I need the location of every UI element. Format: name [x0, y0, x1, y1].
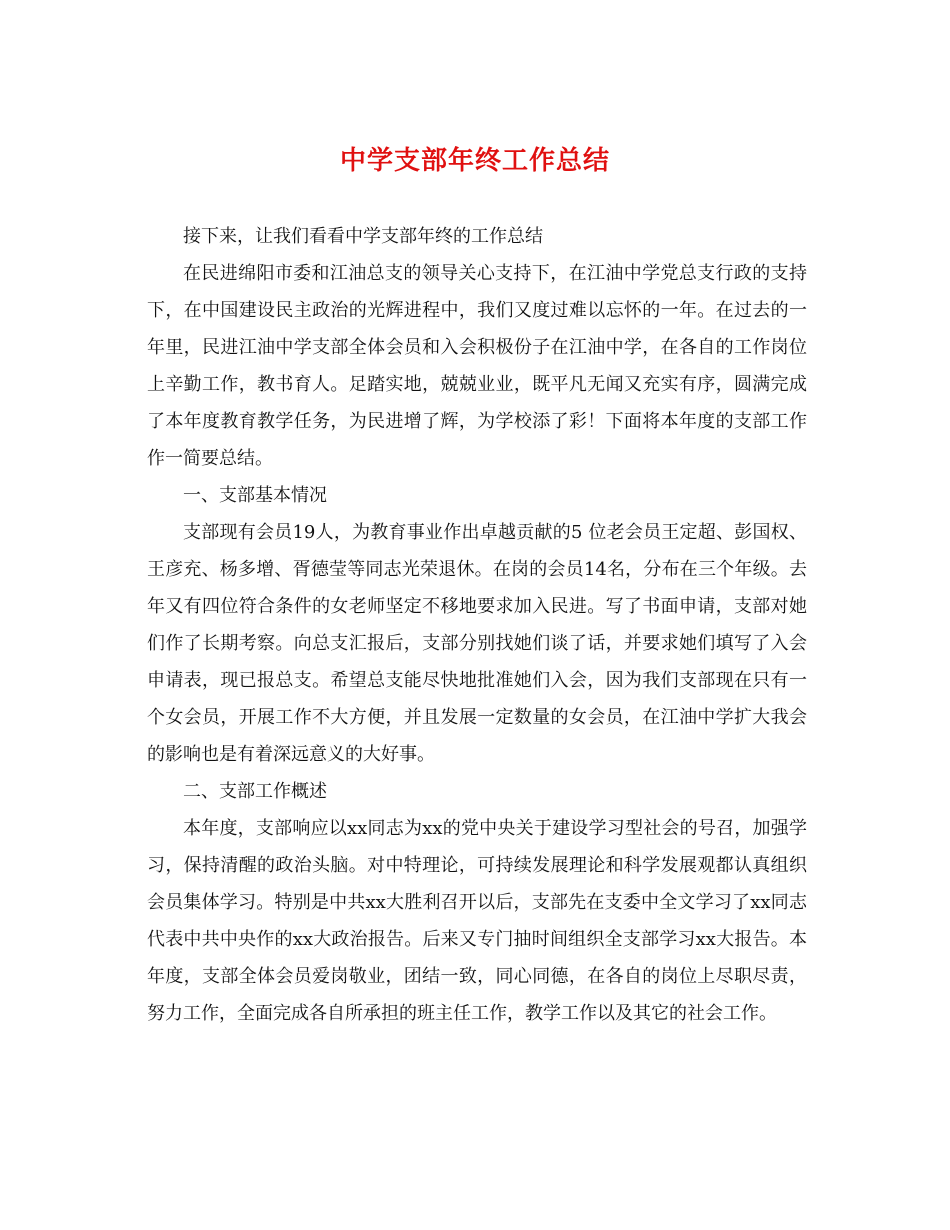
paragraph-work-overview: 本年度，支部响应以xx同志为xx的党中央关于建设学习型社会的号召，加强学习，保持清醒的政治头脑。对中特理论，可持续发展理论和科学发展观都认真组织会员集体学习。特别是中共xx大胜利召开以后，支部先在支委中全文学习了xx同志代表中共中央作的xx大政治报告。后来又专门抽时间组织全支部学习xx大报告。本年度，支部全体会员爱岗敬业，团结一致，同心同德，在各自的岗位上尽职尽责，努力工作，全面完成各自所承担的班主任工作，教学工作以及其它的社会工作。 [147, 818, 807, 1024]
paragraph-opening: 在民进绵阳市委和江油总支的领导关心支持下，在江油中学党总支行政的支持下，在中国建设民主政治的光辉进程中，我们又度过难以忘怀的一年。在过去的一年里，民进江油中学支部全体会员和入会积极份子在江油中学，在各自的工作岗位上辛勤工作，教书育人。足踏实地，兢兢业业，既平凡无闻又充实有序，圆满完成了本年度教育教学任务，为民进增了辉，为学校添了彩！下面将本年度的支部工作作一简要总结。 [147, 263, 807, 469]
section-heading-basic-situation: 一、支部基本情况 [183, 485, 327, 506]
section-heading-work-overview: 二、支部工作概述 [183, 781, 327, 802]
paragraph-intro: 接下来，让我们看看中学支部年终的工作总结 [183, 226, 543, 247]
document-body [147, 218, 807, 1032]
document-title: 中学支部年终工作总结 [339, 146, 610, 176]
paragraph-basic-situation: 支部现有会员19人，为教育事业作出卓越贡献的5 位老会员王定超、彭国权、王彦充、杨多增、胥德莹等同志光荣退休。在岗的会员14名，分布在三个年级。去年又有四位符合条件的女老师坚定不移地要求加入民进。写了书面申请，支部对她们作了长期考察。向总支汇报后，支部分别找她们谈了话，并要求她们填写了入会申请表，现已报总支。希望总支能尽快地批准她们入会，因为我们支部现在只有一个女会员，开展工作不大方便，并且发展一定数量的女会员，在江油中学扩大我会的影响也是有着深远意义的大好事。 [147, 522, 807, 765]
